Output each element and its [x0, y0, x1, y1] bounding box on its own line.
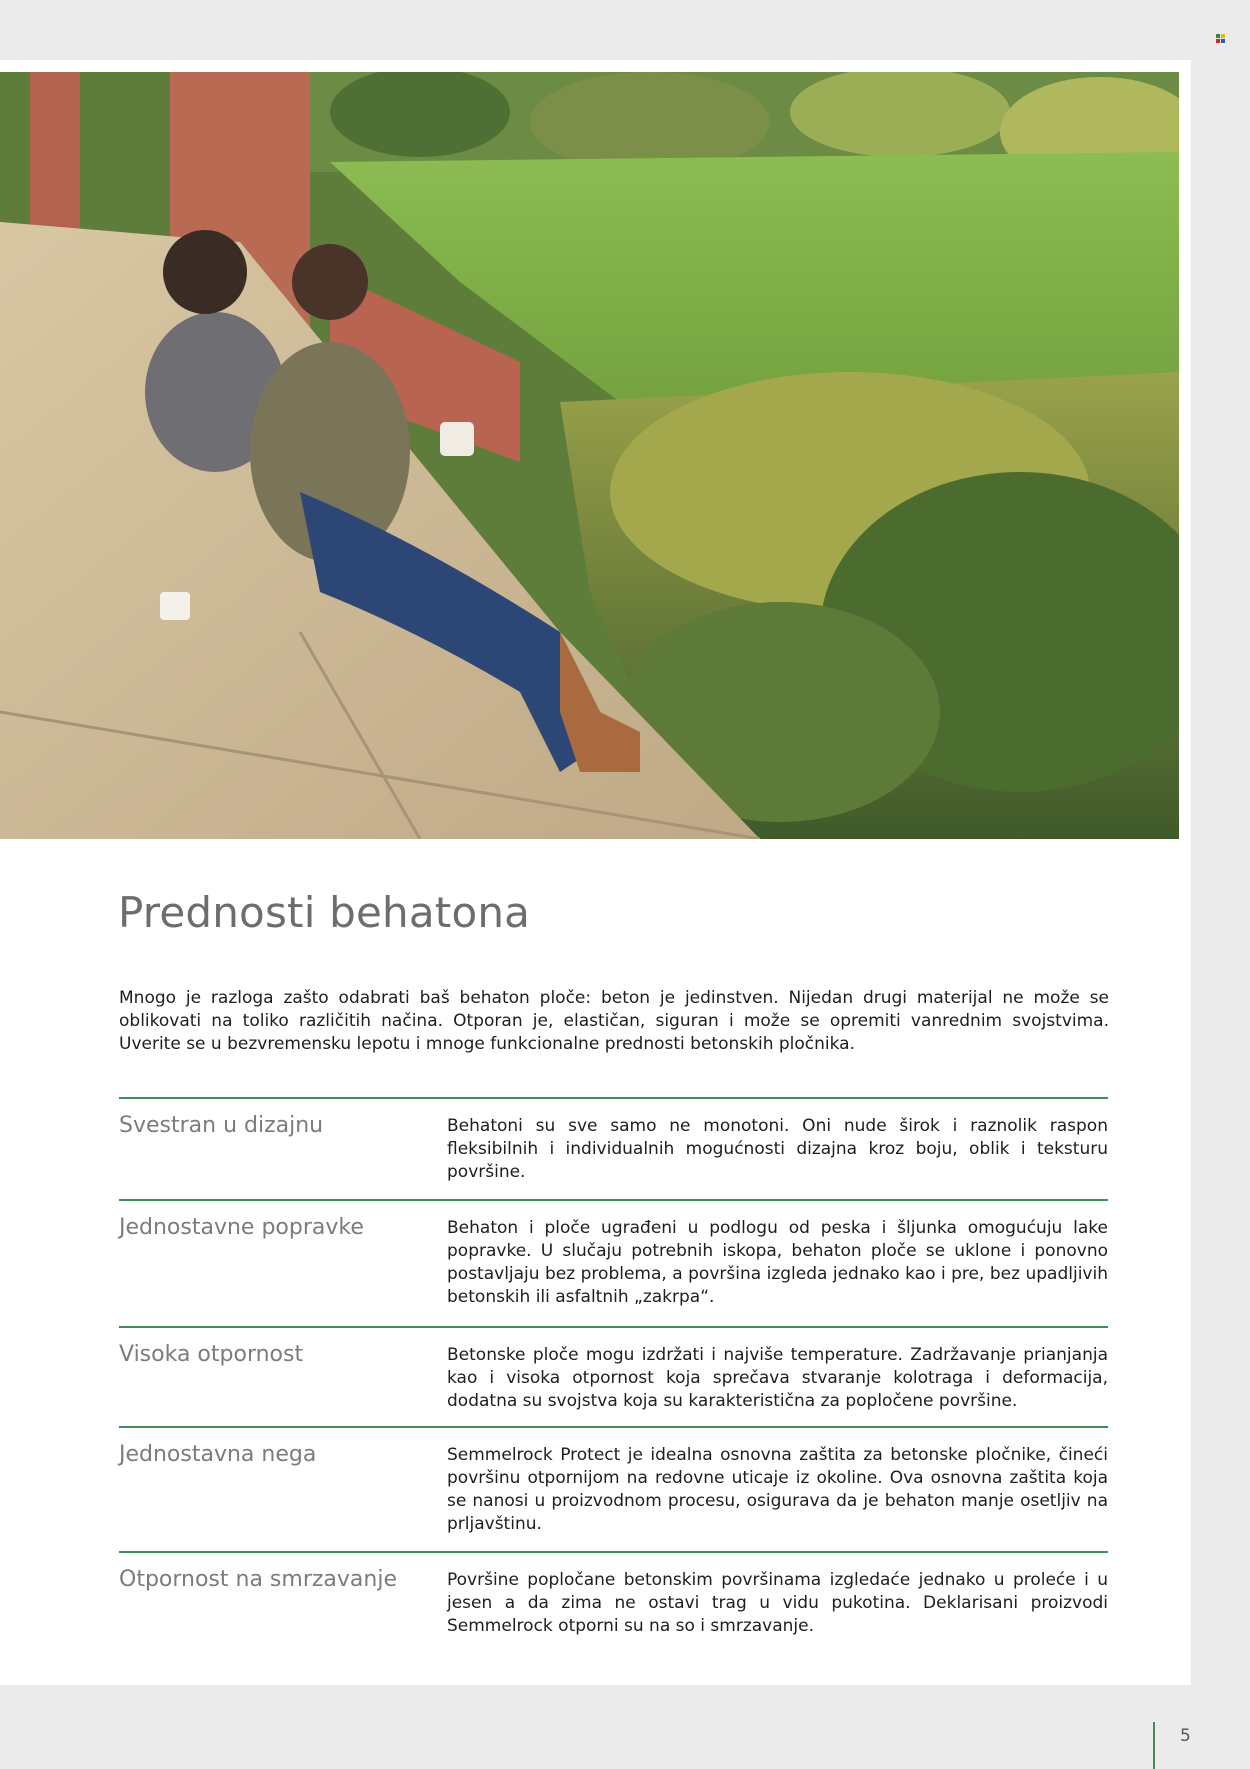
- page-number-divider: [1153, 1722, 1155, 1769]
- feature-title: Jednostavne popravke: [119, 1215, 364, 1240]
- feature-description: Betonske ploče mogu izdržati i najviše temperature. Zadržavanje prianjanja kao i visoka otpornost koja sprečava stvaranje kolotraga i deformacija, dodatna su svojstva koja su karakteristična za popločene površine.: [447, 1345, 1108, 1411]
- feature-row-care: [119, 1426, 1108, 1534]
- page-number: 5: [1180, 1726, 1191, 1746]
- brand-logo-icon: [1216, 34, 1226, 44]
- hero-photo: [0, 72, 1179, 839]
- feature-row-design: [119, 1097, 1108, 1182]
- feature-description: Površine popločane betonskim površinama izgledaće jednako u proleće i u jesen a da zima ne ostavi trag u vidu pukotina. Deklarisani proizvodi Semmelrock otporni su na so i smrzavanje.: [447, 1570, 1108, 1636]
- feature-row-repairs: [119, 1199, 1108, 1307]
- feature-title: Jednostavna nega: [119, 1442, 317, 1467]
- intro-paragraph: Mnogo je razloga zašto odabrati baš behaton ploče: beton je jedinstven. Nijedan drugi materijal ne može se oblikovati na toliko različitih načina. Otporan je, elastičan, siguran i može se opremiti vanrednim svojstvima. Uverite se u bezvremensku lepotu i mnoge funkcionalne prednosti betonskih pločnika.: [119, 988, 1109, 1054]
- feature-title: Svestran u dizajnu: [119, 1113, 324, 1138]
- feature-description: Semmelrock Protect je idealna osnovna zaštita za betonske pločnike, čineći površinu otpornijom na redovne uticaje iz okoline. Ova osnovna zaštita koja se nanosi u proizvodnom procesu, osigurava da je behaton manje osetljiv na prljavštinu.: [447, 1445, 1108, 1534]
- page-title: Prednosti behatona: [118, 888, 531, 937]
- feature-row-frost: [119, 1551, 1108, 1636]
- feature-row-resistance: [119, 1326, 1108, 1411]
- feature-title: Visoka otpornost: [119, 1342, 304, 1367]
- garden-couple-photo-icon: [0, 72, 1179, 839]
- feature-title: Otpornost na smrzavanje: [119, 1567, 397, 1592]
- feature-description: Behatoni su sve samo ne monotoni. Oni nude širok i raznolik raspon fleksibilnih i individualnih mogućnosti dizajna kroz boju, oblik i teksturu površine.: [447, 1116, 1108, 1182]
- feature-description: Behaton i ploče ugrađeni u podlogu od peska i šljunka omogućuju lake popravke. U slučaju potrebnih iskopa, behaton ploče se uklone i ponovno postavljaju bez problema, a površina izgleda jednako kao i pre, bez upadljivih betonskih ili asfaltnih „zakrpa“.: [447, 1218, 1108, 1307]
